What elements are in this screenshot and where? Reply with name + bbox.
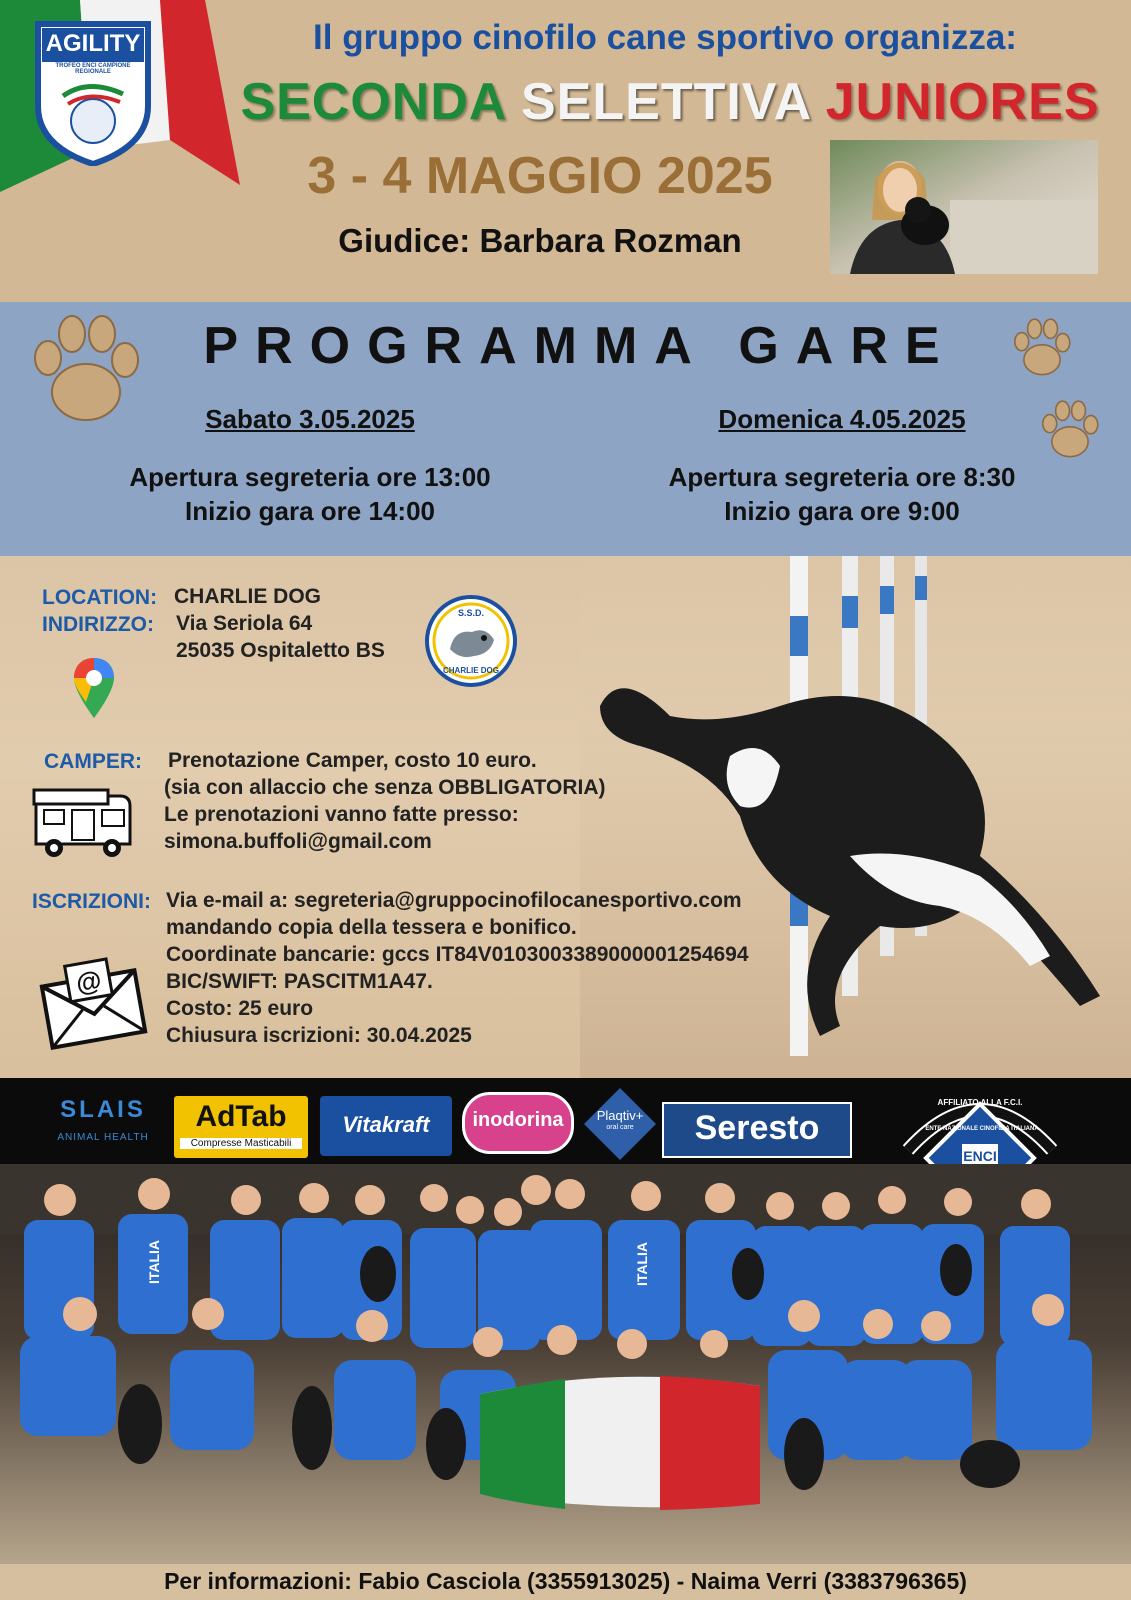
program-section: [0, 302, 1131, 556]
club-logo-top-text: S.S.D.: [457, 608, 484, 618]
judge-name: Giudice: Barbara Rozman: [338, 222, 742, 259]
sponsor-adtab-name: AdTab: [195, 1100, 287, 1133]
footer: [0, 1564, 1131, 1600]
camper-label: CAMPER:: [44, 750, 142, 773]
sponsor-slais-name: SLAIS: [60, 1096, 146, 1123]
day-saturday-title: Sabato 3.05.2025: [205, 404, 415, 434]
sponsor-vitakraft-name: Vitakraft: [342, 1112, 430, 1137]
sponsor-plaqtiv-name: Plaqtiv+: [596, 1108, 644, 1123]
event-word-seconda: SECONDA: [240, 73, 506, 131]
info-section: [0, 556, 1131, 1078]
iscrizioni-cost: Costo: 25 euro: [166, 997, 314, 1020]
address-label: INDIRIZZO:: [42, 613, 154, 636]
address-line-1: Via Seriola 64: [176, 612, 313, 635]
enci-logo-center: ENCI: [963, 1148, 997, 1164]
judge-photo: [830, 140, 1098, 274]
enci-logo-arc: AFFILIATO ALLA F.C.I.: [937, 1098, 1023, 1107]
badge-title: AGILITY: [45, 30, 141, 57]
location-label: LOCATION:: [42, 586, 158, 609]
header-section: [0, 0, 1131, 302]
iscrizioni-line-4: BIC/SWIFT: PASCITM1A47.: [166, 970, 433, 993]
sponsor-inodorina-logo: [462, 1092, 574, 1154]
email-envelope-icon: [38, 956, 148, 1056]
club-logo-bottom-text: CHARLIE DOG: [443, 666, 499, 675]
event-title: [230, 72, 1110, 132]
camper-email: simona.buffoli@gmail.com: [164, 830, 432, 853]
svg-text:@: @: [73, 964, 104, 999]
contact-info: Per informazioni: Fabio Casciola (3355913025) - Naima Verri (3383796365): [164, 1568, 967, 1594]
camper-line-3: Le prenotazioni vanno fatte presso:: [164, 803, 519, 826]
team-shirt-text: ITALIA: [634, 1241, 651, 1287]
event-word-selettiva: SELETTIVA: [521, 73, 811, 131]
event-date: 3 - 4 MAGGIO 2025: [307, 147, 773, 205]
sponsor-slais-sub: ANIMAL HEALTH: [57, 1132, 149, 1143]
team-photo-image: [0, 1164, 1131, 1564]
sponsor-plaqtiv-sub: oral care: [606, 1124, 634, 1131]
event-word-juniores: JUNIORES: [825, 73, 1100, 131]
iscrizioni-deadline: Chiusura iscrizioni: 30.04.2025: [166, 1024, 472, 1047]
location-value: CHARLIE DOG: [174, 585, 321, 608]
sponsor-adtab-logo: [174, 1096, 308, 1158]
enci-logo-ring: ENTE NAZIONALE CINOFILIA ITALIANA: [925, 1126, 1039, 1132]
sponsors-bar: [0, 1078, 1131, 1164]
sponsor-adtab-sub: Compresse Masticabili: [180, 1138, 302, 1149]
sponsor-seresto-logo: [662, 1102, 852, 1158]
agility-dog-photo: [580, 556, 1131, 1078]
team-photo: [0, 1164, 1131, 1564]
sponsor-seresto-name: Seresto: [694, 1109, 820, 1147]
team-shirt-text: ITALIA: [146, 1239, 163, 1285]
badge-subtitle: TROFEO ENCI CAMPIONE REGIONALE: [55, 63, 131, 75]
iscrizioni-label: ISCRIZIONI:: [32, 890, 151, 913]
day-sunday-start: Inizio gara ore 9:00: [724, 496, 960, 526]
camper-line-1: Prenotazione Camper, costo 10 euro.: [168, 749, 537, 772]
iscrizioni-line-2: mandando copia della tessera e bonifico.: [166, 916, 577, 939]
day-saturday-start: Inizio gara ore 14:00: [185, 496, 435, 526]
map-pin-icon: [72, 656, 116, 720]
day-sunday-office: Apertura segreteria ore 8:30: [668, 462, 1016, 492]
sponsor-inodorina-name: inodorina: [472, 1109, 564, 1131]
address-line-2: 25035 Ospitaletto BS: [176, 639, 385, 662]
camper-line-2: (sia con allaccio che senza OBBLIGATORIA): [164, 776, 606, 799]
iscrizioni-line-1: Via e-mail a: segreteria@gruppocinofilocanesportivo.com: [166, 889, 742, 912]
sponsor-slais-logo: [46, 1090, 160, 1154]
camper-van-icon: [32, 786, 134, 866]
sponsor-vitakraft-logo: [320, 1096, 452, 1156]
iscrizioni-line-3: Coordinate bancarie: gccs IT84V0103003389000001254694: [166, 943, 749, 966]
day-saturday-office: Apertura segreteria ore 13:00: [129, 462, 491, 492]
organizer-line: Il gruppo cinofilo cane sportivo organizza:: [313, 18, 1017, 57]
paw-print-small-icon: [1010, 316, 1074, 380]
day-sunday-title: Domenica 4.05.2025: [718, 404, 966, 434]
program-title: PROGRAMMA GARE: [203, 317, 957, 375]
